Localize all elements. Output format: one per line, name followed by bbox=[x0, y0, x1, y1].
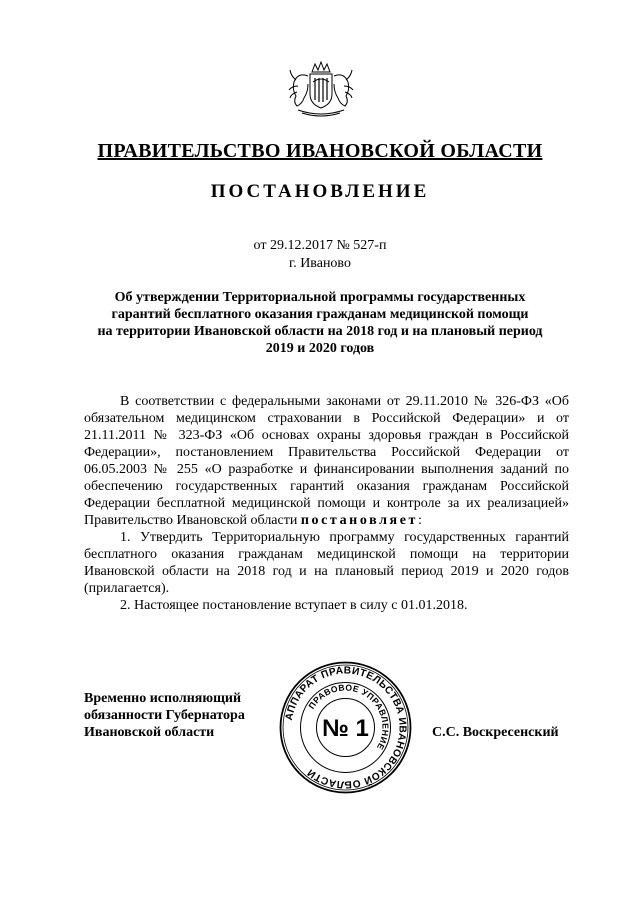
document-city: г. Иваново bbox=[289, 256, 351, 271]
document-body bbox=[84, 393, 569, 614]
preamble-paragraph bbox=[84, 393, 569, 529]
signatory-title bbox=[84, 690, 264, 741]
seal-outer-text: АППАРАТ ПРАВИТЕЛЬСТВА ИВАНОВСКОЙ ОБЛАСТИ bbox=[283, 665, 408, 790]
item-2-paragraph: 2. Настоящее постановление вступает в силу с 01.01.2018. bbox=[120, 598, 468, 613]
subject-line: гарантий бесплатного оказания гражданам медицинской помощи bbox=[111, 307, 529, 322]
signatory-title-line: Временно исполняющий bbox=[84, 691, 242, 706]
document-type: ПОСТАНОВЛЕНИЕ bbox=[210, 181, 430, 202]
subject-line: на территории Ивановской области на 2018 год и на плановый период bbox=[97, 324, 543, 339]
decree-colon: : bbox=[418, 513, 422, 528]
organization-title: ПРАВИТЕЛЬСТВО ИВАНОВСКОЙ ОБЛАСТИ bbox=[97, 140, 543, 162]
subject-line: 2019 и 2020 годов bbox=[265, 341, 375, 356]
preamble-text: В соответствии с федеральными законами от 29.11.2010 № 326-ФЗ «Об обязательном медицинском страховании в Российской Федерации» и от 21.11.2011 № 323-ФЗ «Об основах охраны здоровья граждан в Российской Федерации», постановлением Правительства Российской Федерации от 06.05.2003 № 255 «О разработке и финансировании выполнения заданий по обеспечению государственных гарантий оказания гражданам Российской Федерации бесплатной медицинской помощи и контроле за их реализацией» Правительство Ивановской области bbox=[84, 394, 569, 528]
official-seal-stamp bbox=[278, 660, 413, 795]
signatory-title-line: обязанности Губернатора bbox=[84, 708, 245, 723]
subject-line: Об утверждении Территориальной программы государственных bbox=[114, 290, 526, 305]
signatory-name: С.С. Воскресенский bbox=[432, 725, 559, 740]
document-subject bbox=[80, 289, 560, 357]
signatory-title-line: Ивановской области bbox=[84, 725, 215, 740]
coat-of-arms-icon bbox=[288, 60, 354, 118]
seal-inner-text: ПРАВОВОЕ УПРАВЛЕНИЕ bbox=[306, 682, 391, 752]
item-1-paragraph: 1. Утвердить Территориальную программу государственных гарантий бесплатного оказания гражданам медицинской помощи на территории Ивановской области на 2018 год и на плановый период 2019 и 2020 годов (прилагается). bbox=[84, 530, 569, 596]
seal-number: № 1 bbox=[322, 715, 369, 742]
document-date-number: от 29.12.2017 № 527-п bbox=[253, 238, 387, 253]
decree-word: постановляет bbox=[300, 513, 418, 528]
